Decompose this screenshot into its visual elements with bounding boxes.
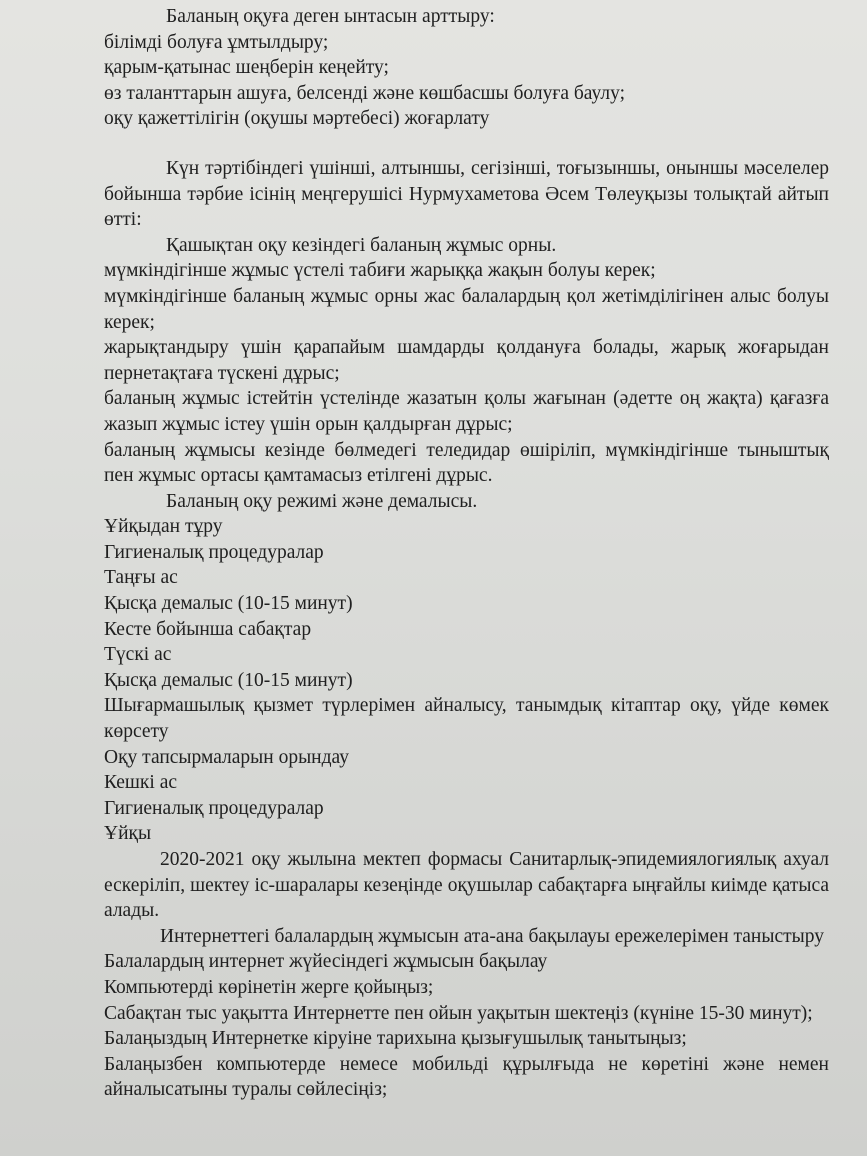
regime-item: Кесте бойынша сабақтар — [104, 618, 312, 640]
motivation-item: оқу қажеттілігін (оқушы мәртебесі) жоғарлату — [104, 108, 490, 130]
regime-item: Кешкі ас — [104, 772, 178, 794]
regime-item: Гигиеналық процедуралар — [104, 797, 324, 819]
regime-item: Ұйқы — [104, 823, 152, 845]
workplace-heading: Қашықтан оқу кезіндегі баланың жұмыс орны. — [166, 234, 557, 256]
regime-item: Оқу тапсырмаларын орындау — [104, 746, 349, 768]
workplace-item: мүмкіндігінше баланың жұмыс орны жас балалардың қол жетімділігінен алыс болуы керек; — [104, 285, 829, 333]
internet-item: Балаңызбен компьютерде немесе мобильді құрылғыда не көретіні және немен айналысатыны туралы сөйлесіңіз; — [104, 1053, 829, 1101]
motivation-item: қарым-қатынас шеңберін кеңейту; — [104, 57, 389, 79]
internet-item: Балаңыздың Интернетке кіруіне тарихына қызығушылық танытыңыз; — [104, 1028, 687, 1050]
workplace-item: баланың жұмыс істейтін үстелінде жазатын қолы жағынан (әдетте оң жақта) қағазға жазып жұмыс істеу үшін орын қалдырған дұрыс; — [104, 388, 829, 435]
regime-item: Қысқа демалыс (10-15 минут) — [104, 593, 353, 615]
regime-item: Гигиеналық процедуралар — [104, 541, 324, 563]
internet-item: Компьютерді көрінетін жерге қойыңыз; — [104, 976, 434, 998]
regime-item: Қысқа демалыс (10-15 минут) — [104, 669, 353, 691]
document-body — [104, 4, 829, 1103]
motivation-item: өз таланттарын ашуға, белсенді және көшбасшы болуға баулу; — [104, 82, 626, 104]
regime-item: Түскі ас — [104, 644, 172, 666]
internet-heading: Интернеттегі балалардың жұмысын ата-ана бақылауы ережелерімен таныстыру — [160, 925, 824, 947]
agenda-paragraph: Күн тәртібіндегі үшінші, алтыншы, сегізінші, тоғызыншы, оныншы мәселелер бойынша тәрбие ісінің меңгерушісі Нурмухаметова Әсем Төлеуқызы толықтай айтып өтті: — [104, 157, 829, 231]
regime-item: Шығармашылық қызмет түрлерімен айналысу, танымдық кітаптар оқу, үйде көмек көрсету — [104, 695, 829, 743]
motivation-item: білімді болуға ұмтылдыру; — [104, 31, 329, 53]
motivation-heading: Баланың оқуға деген ынтасын арттыру: — [166, 6, 495, 27]
school-form-paragraph: 2020-2021 оқу жылына мектеп формасы Санитарлық-эпидемиялогиялық ахуал ескеріліп, шектеу іс-шаралары кезеңінде оқушылар сабақтарға ыңғайлы киімде қатыса алады. — [104, 849, 829, 922]
workplace-item: жарықтандыру үшін қарапайым шамдарды қолдануға болады, жарық жоғарыдан пернетақтаға түскені дұрыс; — [104, 337, 829, 384]
workplace-item: баланың жұмысы кезінде бөлмедегі теледидар өшіріліп, мүмкіндігінше тыныштық пен жұмыс ортасы қамтамасыз етілгені дұрыс. — [104, 439, 829, 487]
workplace-item: мүмкіндігінше жұмыс үстелі табиғи жарыққа жақын болуы керек; — [104, 260, 656, 282]
regime-item: Ұйқыдан тұру — [104, 516, 223, 538]
internet-item: Балалардың интернет жүйесіндегі жұмысын бақылау — [104, 951, 548, 973]
regime-item: Таңғы ас — [104, 567, 178, 589]
internet-item: Сабақтан тыс уақытта Интернетте пен ойын уақытын шектеңіз (күніне 15-30 минут); — [104, 1002, 813, 1024]
regime-heading: Баланың оқу режимі және демалысы. — [166, 490, 478, 512]
section-gap — [104, 132, 829, 156]
